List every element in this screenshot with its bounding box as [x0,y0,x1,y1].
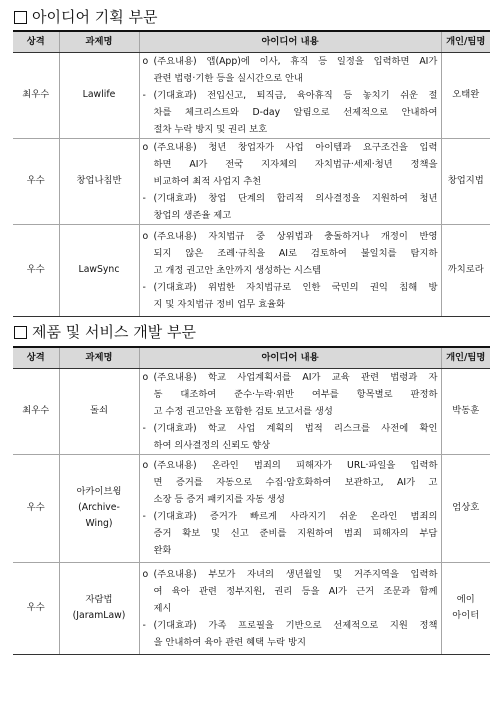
content-text: 관련 법령·기한 등을 실시간으로 안내 [153,72,303,84]
project-cell: 자람법 (JaramLaw) [59,562,139,654]
content-text [154,420,438,437]
content-word: 사업 [285,141,304,153]
content-word: 침해 [399,281,418,293]
team-cell: 박동훈 [441,368,490,454]
content-word: 기반으로 [285,619,322,631]
content-word: 개정이 [380,230,408,242]
indent-spacer [143,70,154,87]
idea-content-cell [139,52,441,138]
content-text [154,525,438,542]
content-word: 앱(App)에 [206,55,250,67]
content-word: 조문과 [383,585,411,597]
idea-content-cell [139,562,441,654]
project-cell: 돌쇠 [59,368,139,454]
content-line [143,121,438,138]
table-row [13,562,490,654]
content-word: 권익 [369,281,388,293]
award-cell: 우수 [13,562,59,654]
content-word: (기대효과) [153,511,197,522]
content-word: 확보 [182,528,201,539]
content-word: 퇴직금, [256,89,287,101]
content-line [143,70,438,87]
content-word: 및 [211,528,220,539]
content-line [143,600,438,617]
content-word: 전입신고, [207,89,247,101]
content-word: 법령과 [390,371,418,383]
header-project: 과제명 [59,31,139,52]
content-text: 고 개정 권고안 초안까지 생성하는 시스템 [153,264,321,276]
content-word: 단계의 [238,192,265,204]
content-line [143,420,438,437]
header-award: 상격 [13,31,59,52]
award-table-idea [13,30,490,317]
bullet-dash-icon: - [142,89,146,101]
bullet-dash-icon: - [142,422,146,434]
award-cell: 우수 [13,224,59,316]
content-word: 입력하면 [373,55,410,67]
content-word: 청년 [419,192,438,204]
content-word: 입력 [419,141,438,153]
content-word: 계획의 [266,422,294,434]
content-word: 사라지기 [290,511,327,522]
indent-spacer [143,600,154,617]
bullet-circle-icon: o [142,141,149,153]
content-text [154,104,438,121]
content-word: 관련 [361,371,379,383]
content-word: 항목별로 [356,388,393,400]
content-word: 지자체의 [261,158,298,170]
content-text [154,386,438,403]
content-word: 권리 [274,585,293,597]
project-cell: 창업나침반 [59,138,139,224]
content-word: 고 [428,477,438,488]
content-word: AI가 [189,158,208,170]
content-text [154,474,438,491]
indent-spacer [143,437,154,454]
content-word: 학교 [207,422,226,434]
content-word: 불일치를 [360,247,397,259]
content-word: 사전에 [381,422,409,434]
content-line [143,583,438,600]
indent-spacer [143,583,154,600]
content-word: 청년 [208,141,227,153]
content-text: 제시 [153,602,172,614]
content-word: 프로필을 [238,619,274,631]
content-word: 놓치기 [362,89,390,101]
content-line [143,296,438,313]
content-line [143,156,438,173]
content-word: 생년월일 [285,568,322,580]
content-word: 여부를 [311,388,339,400]
content-text [154,87,438,104]
indent-spacer [143,173,154,190]
content-word: 사업 [237,422,256,434]
content-text [154,139,438,156]
content-word: 지원하여 [297,528,334,539]
content-text [154,245,438,262]
content-word: (주요내용) [153,141,197,153]
award-cell: 우수 [13,454,59,562]
content-word: 증거를 [175,477,203,488]
content-word: 입력하 [410,568,438,580]
project-cell: LawSync [59,224,139,316]
content-text: 창업의 생존율 제고 [153,209,232,221]
content-line [143,386,438,403]
content-text [154,583,438,600]
indent-spacer [143,525,154,542]
content-word: 부담 [419,528,438,539]
section-title-idea [14,7,157,27]
content-word: 합리적 [276,192,304,204]
content-text [154,369,438,386]
content-word: 충돌하거나 [324,230,370,242]
team-cell: 창업지법 [441,138,490,224]
content-word: 전국 [225,158,244,170]
content-word: 여 [153,585,163,597]
content-line [143,279,438,296]
table-row [13,52,490,138]
content-word: 자동으로 [216,477,253,488]
indent-spacer [143,262,154,279]
content-text [154,190,438,207]
content-word: AI가 [419,55,438,67]
content-word: 근거 [356,585,375,597]
indent-spacer [143,296,154,313]
idea-content-cell [139,454,441,562]
header-idea: 아이디어 내용 [139,347,441,368]
header-row [13,31,490,52]
indent-spacer [143,386,154,403]
content-word: 준수·누락·위반 [234,388,294,400]
idea-content-cell [139,138,441,224]
content-word: 및 [333,568,343,580]
content-word: 요구조건을 [362,141,408,153]
content-word: 거주지역을 [353,568,399,580]
content-word: 등 [343,89,353,101]
content-word: 방 [428,281,438,293]
table-row [13,138,490,224]
content-word: 가족 [208,619,227,631]
content-word: 등 [318,55,328,67]
content-word: 정책을 [410,158,438,170]
content-word: 학교 [207,371,226,383]
content-word: 범죄 [343,528,362,539]
header-team: 개인/팀명 [441,31,490,52]
indent-spacer [143,474,154,491]
content-word: 자 [428,371,438,383]
header-award: 상격 [13,347,59,368]
content-word: 아이템과 [315,141,352,153]
indent-spacer [143,207,154,224]
content-word: 사업계획서를 [237,371,292,383]
content-line [143,369,438,386]
content-word: D-day [252,106,281,118]
section-title-text: 아이디어 기획 부문 [32,8,158,26]
content-word: 보관하고, [344,477,384,488]
bullet-dash-icon: - [142,281,146,293]
content-text: 하여 의사결정의 신뢰도 향상 [153,439,271,451]
content-line [143,508,438,525]
content-word: (주요내용) [153,371,197,383]
award-table-product [13,346,490,655]
content-word: 선제적으로 [343,106,389,118]
content-word: 자치법규로 [246,281,292,293]
content-word: 쉬운 [339,511,358,522]
content-line [143,437,438,454]
content-text [154,617,438,634]
content-word: 등을 [301,585,320,597]
indent-spacer [143,121,154,138]
content-word: (기대효과) [153,89,197,101]
content-word: 인한 [302,281,321,293]
checkbox-icon [14,326,27,339]
content-word: 탐지하 [410,247,438,259]
content-word: 창업 [208,192,227,204]
content-word: 정책 [419,619,438,631]
content-text [154,53,438,70]
content-word: 자치법규·세제·청년 [314,158,393,170]
content-text: 비교하여 최적 사업지 추천 [153,175,262,187]
content-word: 하면 [153,158,172,170]
project-cell: Lawlife [59,52,139,138]
award-cell: 우수 [13,138,59,224]
bullet-dash-icon: - [142,192,146,204]
content-line [143,262,438,279]
content-word: 면 [153,477,163,488]
content-word: 상위법과 [276,230,313,242]
idea-content-cell [139,368,441,454]
content-word: 알림으로 [293,106,330,118]
content-word: 함께 [419,585,438,597]
content-word: 부모가 [208,568,236,580]
content-word: 신고 [230,528,249,539]
content-word: 창업자가 [238,141,274,153]
bullet-circle-icon: o [142,460,149,471]
content-line [143,139,438,156]
content-word: 절 [428,89,438,101]
content-word: 리스크를 [334,422,370,434]
content-word: 법적 [304,422,323,434]
content-word: 휴직 [290,55,309,67]
content-line [143,525,438,542]
content-line [143,542,438,559]
indent-spacer [143,104,154,121]
indent-spacer [143,634,154,651]
content-text: 을 안내하여 육아 관련 혜택 누락 방지 [153,636,306,648]
content-word: 안내하여 [401,106,438,118]
content-word: AI가 [302,371,321,383]
bullet-dash-icon: - [142,619,146,631]
content-word: 범죄의 [253,460,281,471]
content-word: (기대효과) [153,422,197,434]
content-word: URL·파일을 [347,460,396,471]
content-word: 준비를 [259,528,287,539]
content-word: 빠르게 [249,511,277,522]
content-word: AI가 [396,477,416,488]
award-cell: 최우수 [13,368,59,454]
content-line [143,566,438,583]
content-word: 증거가 [209,511,237,522]
content-line [143,190,438,207]
bullet-dash-icon: - [142,511,146,522]
content-line [143,104,438,121]
content-word: 중 [256,230,265,242]
content-text: 완화 [153,545,172,556]
content-text [154,279,438,296]
table-row [13,368,490,454]
content-word: 피해자의 [372,528,409,539]
content-word: 대조하여 [180,388,217,400]
content-text: 절차 누락 방지 및 권리 보호 [153,123,268,135]
indent-spacer [143,491,154,508]
content-word: 육아휴직 [296,89,333,101]
section-title-text: 제품 및 서비스 개발 부문 [32,323,196,341]
content-word: 지원하여 [371,192,408,204]
content-word: 판정하 [410,388,438,400]
content-line [143,173,438,190]
content-word: (주요내용) [153,55,197,67]
indent-spacer [143,245,154,262]
content-word: 동 [153,388,163,400]
content-word: 일정을 [336,55,364,67]
content-line [143,634,438,651]
content-word: 정부지원, [226,585,266,597]
content-line [143,53,438,70]
content-line [143,617,438,634]
header-row [13,347,490,368]
content-line [143,457,438,474]
content-word: 수집·암호화하여 [265,477,332,488]
content-text: 지 및 자치법규 정비 업무 효율화 [153,298,286,310]
content-line [143,491,438,508]
content-word: 지원 [389,619,408,631]
content-text [154,457,438,474]
project-cell: 아카이브윙 (Archive- Wing) [59,454,139,562]
content-word: 온라인 [211,460,239,471]
content-line [143,87,438,104]
content-word: 이사, [259,55,281,67]
content-word: 육아 [171,585,190,597]
content-word: (주요내용) [153,230,197,242]
content-line [143,207,438,224]
content-line [143,403,438,420]
content-word: 체크리스트와 [185,106,239,118]
award-cell: 최우수 [13,52,59,138]
content-word: 차를 [153,106,172,118]
bullet-circle-icon: o [142,568,149,580]
content-word: 피해자가 [295,460,332,471]
content-word: 자녀의 [247,568,274,580]
content-word: (주요내용) [153,568,197,580]
table-row [13,224,490,316]
content-text [154,508,438,525]
bullet-circle-icon: o [142,55,149,67]
team-cell: 엄상호 [441,454,490,562]
content-word: (기대효과) [153,619,197,631]
content-word: (기대효과) [153,192,197,204]
content-word: 쉬운 [400,89,419,101]
table-row [13,454,490,562]
content-word: 조례·규칙을 [217,247,266,259]
content-word: 입력하 [410,460,438,471]
header-project: 과제명 [59,347,139,368]
content-word: 확인 [419,422,438,434]
header-team: 개인/팀명 [441,347,490,368]
bullet-circle-icon: o [142,230,149,242]
indent-spacer [143,542,154,559]
content-word: 증거 [153,528,172,539]
content-line [143,474,438,491]
team-cell: 에이 아이터 [441,562,490,654]
team-cell: 오태완 [441,52,490,138]
content-line [143,245,438,262]
content-word: 반영 [419,230,438,242]
indent-spacer [143,156,154,173]
content-word: 온라인 [370,511,398,522]
content-word: (기대효과) [153,281,197,293]
content-word: 교육 [331,371,350,383]
header-idea: 아이디어 내용 [139,31,441,52]
content-word: AI가 [328,585,347,597]
content-word: 자치법규 [208,230,245,242]
bullet-circle-icon: o [142,371,149,383]
checkbox-icon [14,11,27,24]
section-title-product [14,322,196,342]
content-word: 국민의 [331,281,359,293]
content-word: 의사결정을 [315,192,361,204]
content-text [154,156,438,173]
content-word: (주요내용) [153,460,197,471]
content-word: 관련 [198,585,217,597]
content-text [154,566,438,583]
idea-content-cell [139,224,441,316]
content-word: 선제적으로 [333,619,379,631]
content-text: 고 수정 권고안을 포함한 검토 보고서를 생성 [153,405,333,417]
content-word: 검토하여 [310,247,347,259]
content-text: 소장 등 증거 패키지를 자동 생성 [153,494,286,505]
content-word: 범죄의 [410,511,438,522]
content-text [154,228,438,245]
content-word: 되지 [153,247,172,259]
indent-spacer [143,403,154,420]
content-word: 위법한 [207,281,235,293]
content-line [143,228,438,245]
content-word: AI로 [278,247,298,259]
team-cell: 까치로라 [441,224,490,316]
content-word: 않은 [185,247,204,259]
